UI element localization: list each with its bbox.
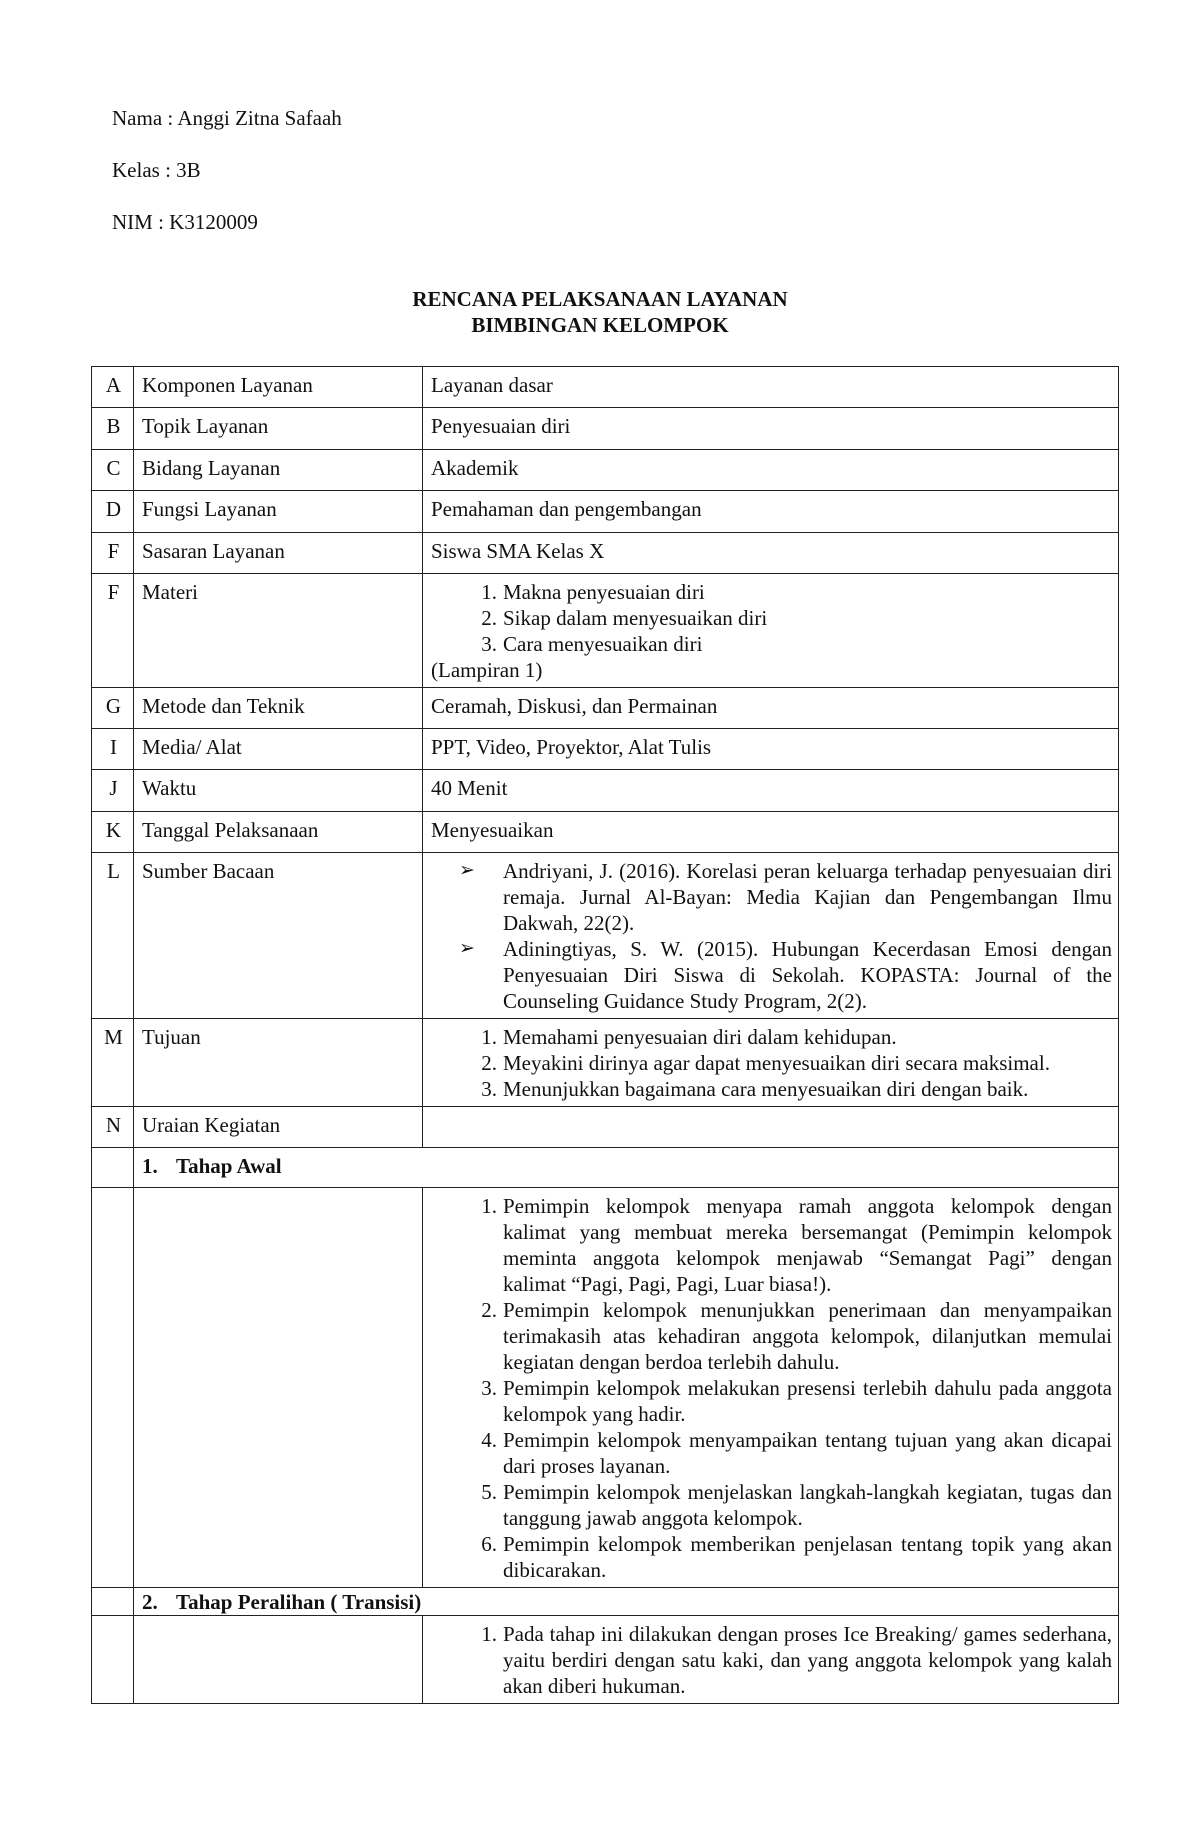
row-label: Sumber Bacaan xyxy=(134,853,423,1019)
row-key: L xyxy=(92,853,134,1019)
doc-title-line1: RENCANA PELAKSANAAN LAYANAN xyxy=(412,287,788,311)
list-item: 1. Pemimpin kelompok menyapa ramah anggota kelompok dengan kalimat yang membuat mereka bersemangat (Pemimpin kelompok meminta anggota kelompok menjawab “Semangat Pagi” dengan kalimat “Pagi, Pagi, Pagi, Luar biasa!). xyxy=(481,1194,1112,1296)
row-value xyxy=(423,1107,1119,1148)
row-key: N xyxy=(92,1107,134,1148)
row-value: Siswa SMA Kelas X xyxy=(423,533,1119,574)
table-row xyxy=(92,729,1119,770)
list-item: 6. Pemimpin kelompok memberikan penjelasan tentang topik yang akan dibicarakan. xyxy=(481,1532,1112,1582)
row-label: Uraian Kegiatan xyxy=(134,1107,423,1148)
list-item: 1. Memahami penyesuaian diri dalam kehidupan. xyxy=(481,1025,897,1049)
row-label: Materi xyxy=(134,574,423,688)
tahap-awal-list xyxy=(431,1193,1112,1583)
row-value xyxy=(423,1019,1119,1107)
table-row xyxy=(92,688,1119,729)
row-value: Ceramah, Diskusi, dan Permainan xyxy=(423,688,1119,729)
tahap-peralihan-list xyxy=(431,1621,1112,1699)
row-label: Waktu xyxy=(134,770,423,812)
list-item: 1. Pada tahap ini dilakukan dengan proses Ice Breaking/ games sederhana, yaitu berdiri dengan satu kaki, dan yang anggota kelompok yang kalah akan diberi hukuman. xyxy=(481,1622,1112,1698)
table-row xyxy=(92,533,1119,574)
row-key: J xyxy=(92,770,134,812)
stage-header-row xyxy=(92,1148,1119,1188)
row-value: PPT, Video, Proyektor, Alat Tulis xyxy=(423,729,1119,770)
reference-list xyxy=(431,858,1112,1014)
row-value: Penyesuaian diri xyxy=(423,408,1119,450)
row-label: Metode dan Teknik xyxy=(134,688,423,729)
row-key: C xyxy=(92,450,134,491)
row-value: 40 Menit xyxy=(423,770,1119,812)
table-row-materi xyxy=(92,574,1119,688)
row-label: Tanggal Pelaksanaan xyxy=(134,812,423,853)
row-key: D xyxy=(92,491,134,533)
student-class: Kelas : 3B xyxy=(112,158,201,182)
row-key: A xyxy=(92,367,134,408)
row-label: Tujuan xyxy=(134,1019,423,1107)
rpl-table xyxy=(91,366,1119,1704)
row-value: Pemahaman dan pengembangan xyxy=(423,491,1119,533)
stage-content-row xyxy=(92,1188,1119,1588)
materi-note: (Lampiran 1) xyxy=(431,658,543,682)
row-label: Topik Layanan xyxy=(134,408,423,450)
list-item: 5. Pemimpin kelompok menjelaskan langkah-langkah kegiatan, tugas dan tanggung jawab anggota kelompok. xyxy=(481,1480,1112,1530)
row-key: M xyxy=(92,1019,134,1107)
row-label: Komponen Layanan xyxy=(134,367,423,408)
list-item: 2. Sikap dalam menyesuaikan diri xyxy=(481,606,768,630)
stage-content-row xyxy=(92,1616,1119,1704)
row-value xyxy=(423,574,1119,688)
doc-title-line2: BIMBINGAN KELOMPOK xyxy=(471,313,729,337)
arrow-bullet-icon: ➢ xyxy=(459,860,475,881)
row-key: I xyxy=(92,729,134,770)
table-row xyxy=(92,491,1119,533)
stage-title: 1. Tahap Awal xyxy=(134,1148,1119,1188)
row-key: G xyxy=(92,688,134,729)
row-value xyxy=(423,853,1119,1019)
arrow-bullet-icon: ➢ xyxy=(459,938,475,959)
row-value: Akademik xyxy=(423,450,1119,491)
row-value: Menyesuaikan xyxy=(423,812,1119,853)
tujuan-list xyxy=(431,1024,1112,1102)
list-item: ➢ Andriyani, J. (2016). Korelasi peran keluarga terhadap penyesuaian diri remaja. Jurnal Al-Bayan: Media Kajian dan Pengembangan Ilmu Dakwah, 22(2). xyxy=(459,859,1112,935)
table-row xyxy=(92,770,1119,812)
list-item: 4. Pemimpin kelompok menyampaikan tentang tujuan yang akan dicapai dari proses layanan. xyxy=(481,1428,1112,1478)
row-label: Bidang Layanan xyxy=(134,450,423,491)
stage-title: 2. Tahap Peralihan ( Transisi) xyxy=(134,1588,1119,1616)
row-label: Fungsi Layanan xyxy=(134,491,423,533)
table-row xyxy=(92,812,1119,853)
row-key: F xyxy=(92,574,134,688)
table-row-tujuan xyxy=(92,1019,1119,1107)
list-item: ➢ Adiningtiyas, S. W. (2015). Hubungan Kecerdasan Emosi dengan Penyesuaian Diri Siswa di Sekolah. KOPASTA: Journal of the Counseling Guidance Study Program, 2(2). xyxy=(459,937,1112,1013)
row-key: K xyxy=(92,812,134,853)
list-item: 3. Cara menyesuaikan diri xyxy=(481,632,703,656)
row-value: Layanan dasar xyxy=(423,367,1119,408)
materi-list xyxy=(431,579,1112,657)
row-label: Media/ Alat xyxy=(134,729,423,770)
list-item: 1. Makna penyesuaian diri xyxy=(481,580,705,604)
row-key: B xyxy=(92,408,134,450)
table-row xyxy=(92,450,1119,491)
table-row-sumber xyxy=(92,853,1119,1019)
student-name: Nama : Anggi Zitna Safaah xyxy=(112,106,342,130)
list-item: 2. Pemimpin kelompok menunjukkan penerimaan dan menyampaikan terimakasih atas kehadiran anggota kelompok, dilanjutkan memulai kegiatan dengan berdoa terlebih dahulu. xyxy=(481,1298,1112,1374)
table-row-uraian xyxy=(92,1107,1119,1148)
stage-header-row xyxy=(92,1588,1119,1616)
row-key: F xyxy=(92,533,134,574)
table-row xyxy=(92,408,1119,450)
table-row xyxy=(92,367,1119,408)
list-item: 3. Menunjukkan bagaimana cara menyesuaikan diri dengan baik. xyxy=(481,1077,1029,1101)
list-item: 2. Meyakini dirinya agar dapat menyesuaikan diri secara maksimal. xyxy=(481,1051,1050,1075)
student-nim: NIM : K3120009 xyxy=(112,210,258,234)
list-item: 3. Pemimpin kelompok melakukan presensi terlebih dahulu pada anggota kelompok yang hadir. xyxy=(481,1376,1112,1426)
row-label: Sasaran Layanan xyxy=(134,533,423,574)
